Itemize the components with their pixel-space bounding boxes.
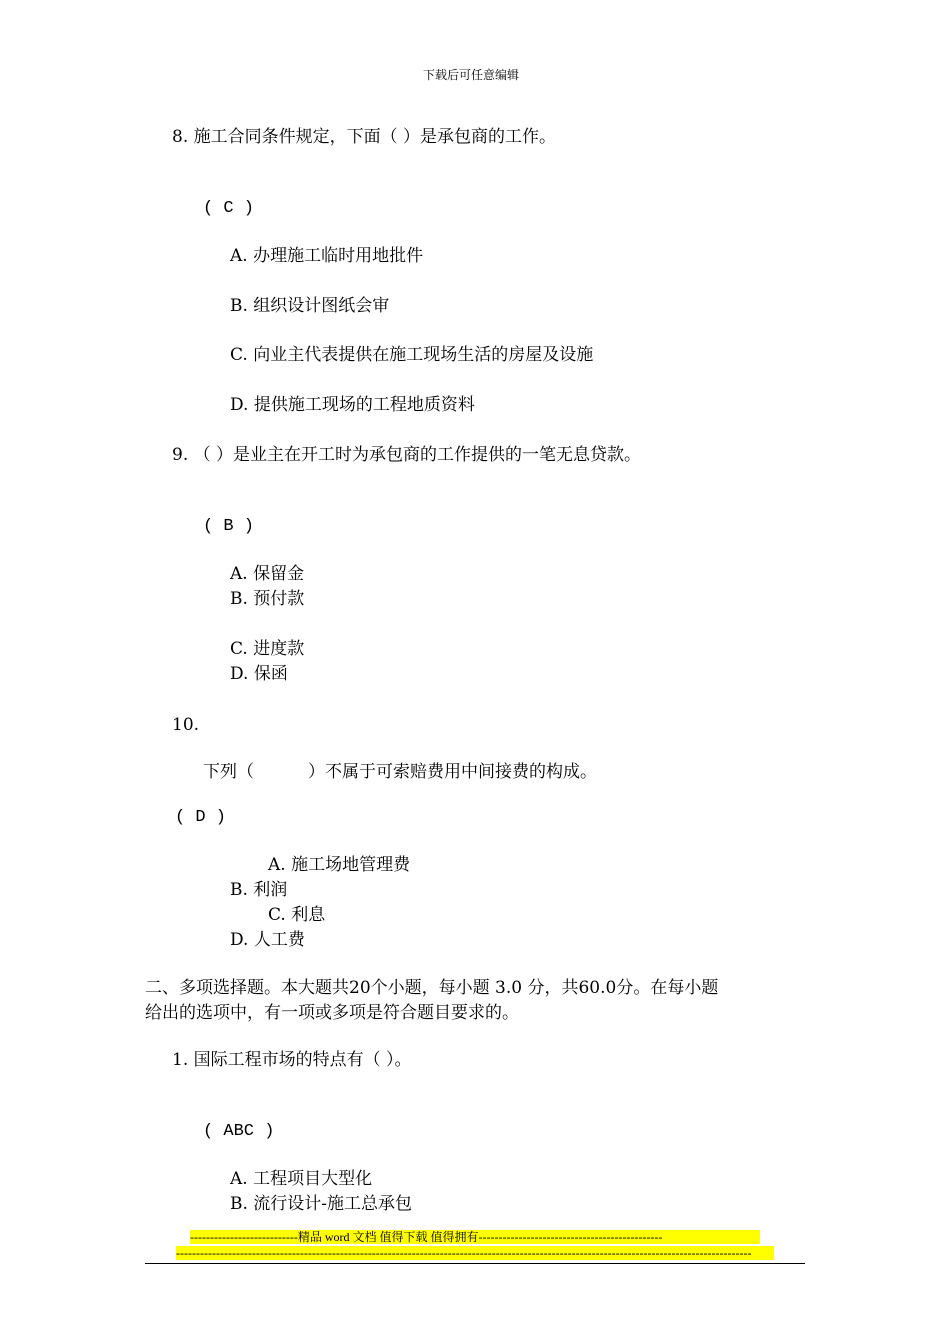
q9-option-d: D. 保函	[230, 664, 288, 684]
footer-rule	[145, 1263, 805, 1264]
mq1-option-b: B. 流行设计-施工总承包	[230, 1194, 413, 1214]
mq1-option-a: A. 工程项目大型化	[230, 1169, 373, 1189]
q9-stem: 9. （ ）是业主在开工时为承包商的工作提供的一笔无息贷款。	[172, 445, 642, 465]
section2-intro-line1: 二、多项选择题。本大题共20个小题，每小题 3.0 分，共60.0分。在每小题	[145, 978, 719, 998]
page-header: 下载后可任意编辑	[423, 68, 520, 82]
q9-option-b: B. 预付款	[230, 589, 305, 609]
mq1-answer: ( ABC )	[203, 1122, 275, 1141]
q10-option-d: D. 人工费	[230, 930, 305, 950]
q8-option-c: C. 向业主代表提供在施工现场生活的房屋及设施	[230, 345, 594, 365]
q10-option-b: B. 利润	[230, 880, 288, 900]
q10-stem: 下列（ ）不属于可索赔费用中间接费的构成。	[203, 762, 598, 782]
mq1-stem: 1. 国际工程市场的特点有（ ）。	[172, 1050, 412, 1070]
q10-option-a: A. 施工场地管理费	[268, 855, 411, 875]
q10-option-c: C. 利息	[268, 905, 326, 925]
section2-intro-line2: 给出的选项中，有一项或多项是符合题目要求的。	[145, 1003, 519, 1023]
q8-option-b: B. 组织设计图纸会审	[230, 296, 390, 316]
q8-stem: 8. 施工合同条件规定，下面（ ）是承包商的工作。	[172, 127, 557, 147]
q8-option-d: D. 提供施工现场的工程地质资料	[230, 395, 475, 415]
q10-number: 10.	[172, 715, 200, 735]
q9-option-c: C. 进度款	[230, 639, 305, 659]
q9-answer: ( B )	[203, 517, 255, 536]
footer-banner: ---------------------------精品 word 文档 值得下载 值得拥有----------------------------------------------	[190, 1230, 760, 1244]
q10-answer: ( D )	[175, 808, 227, 827]
q8-option-a: A. 办理施工临时用地批件	[230, 246, 424, 266]
q8-answer: ( C )	[203, 199, 255, 218]
footer-banner-dashes: ------------------------------------------------------------------------------------------------------------------------------------------------	[176, 1246, 774, 1260]
q9-option-a: A. 保留金	[230, 564, 305, 584]
